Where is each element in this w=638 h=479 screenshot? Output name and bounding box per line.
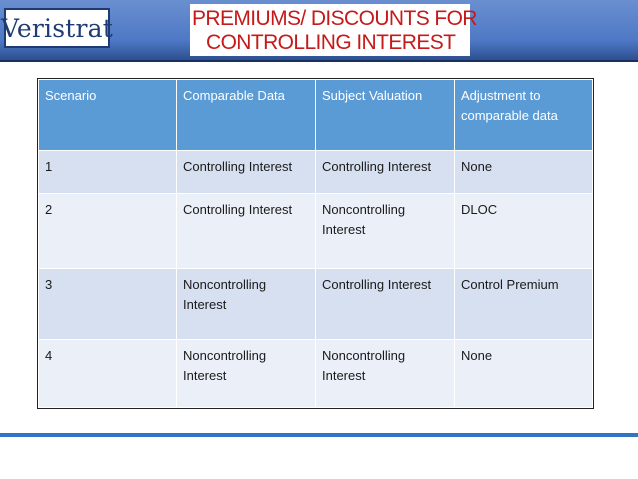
- cell-scenario: 3: [39, 269, 177, 340]
- title-line-1: PREMIUMS/ DISCOUNTS FOR: [192, 7, 477, 30]
- table-header-row: [39, 80, 593, 151]
- table-row: [39, 194, 593, 269]
- table-row: [39, 269, 593, 340]
- title-line-2: CONTROLLING INTEREST: [206, 31, 456, 54]
- cell-subject-valuation: Controlling Interest: [316, 269, 455, 340]
- table-row: [39, 151, 593, 194]
- cell-adjustment: DLOC: [455, 194, 593, 269]
- header-scenario: Scenario: [39, 80, 177, 151]
- footer-divider: [0, 433, 638, 437]
- table-row: [39, 340, 593, 408]
- header-subject-valuation: Subject Valuation: [316, 80, 455, 151]
- header-divider: [0, 60, 638, 62]
- cell-subject-valuation: Controlling Interest: [316, 151, 455, 194]
- cell-subject-valuation: Noncontrolling Interest: [316, 194, 455, 269]
- cell-comparable-data: Controlling Interest: [177, 194, 316, 269]
- cell-subject-valuation: Noncontrolling Interest: [316, 340, 455, 408]
- cell-comparable-data: Noncontrolling Interest: [177, 340, 316, 408]
- cell-adjustment: None: [455, 340, 593, 408]
- cell-scenario: 2: [39, 194, 177, 269]
- scenario-table: [37, 78, 594, 409]
- header-adjustment: Adjustment to comparable data: [455, 80, 593, 151]
- cell-scenario: 1: [39, 151, 177, 194]
- cell-comparable-data: Controlling Interest: [177, 151, 316, 194]
- cell-scenario: 4: [39, 340, 177, 408]
- cell-comparable-data: Noncontrolling Interest: [177, 269, 316, 340]
- header-comparable-data: Comparable Data: [177, 80, 316, 151]
- logo-text: Veristrat: [0, 13, 114, 43]
- slide-title: [190, 4, 477, 56]
- cell-adjustment: Control Premium: [455, 269, 593, 340]
- veristrat-logo: [0, 8, 114, 48]
- cell-adjustment: None: [455, 151, 593, 194]
